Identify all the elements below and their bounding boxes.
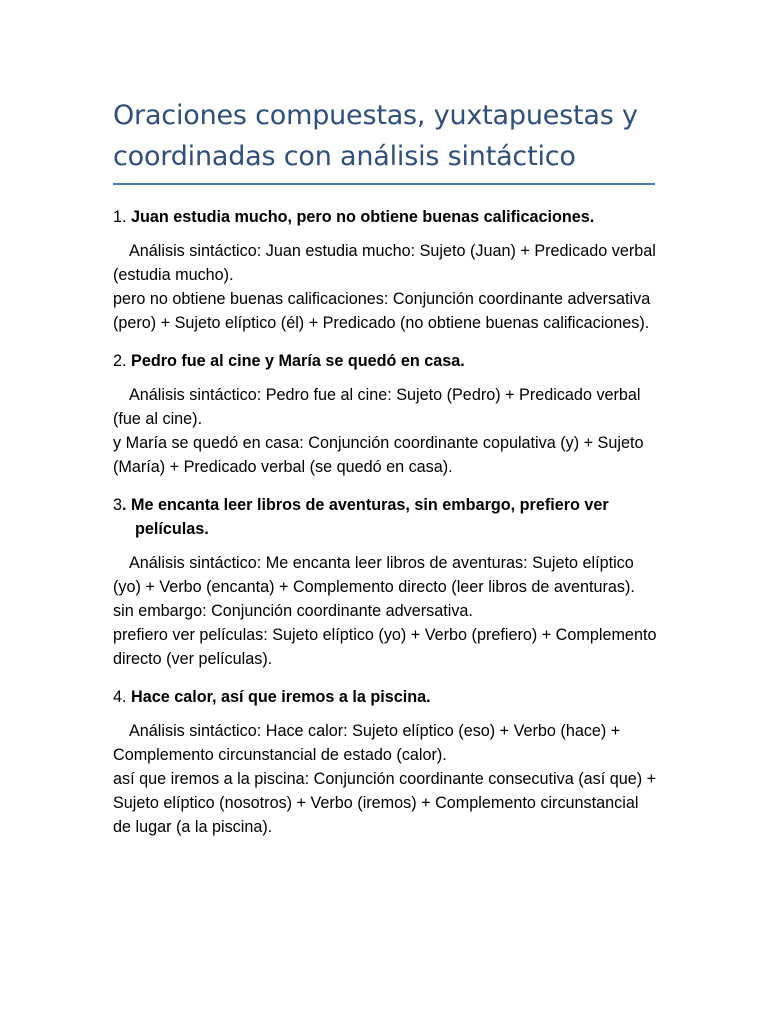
analysis-line: pero no obtiene buenas calificaciones: Conjunción coordinante adversativa (pero) + Sujeto elíptico (él) + Predicado (no obtiene buenas calificaciones). xyxy=(113,290,651,332)
example-sentence: Hace calor, así que iremos a la piscina. xyxy=(131,688,431,706)
document-page xyxy=(113,95,658,853)
analysis-line: y María se quedó en casa: Conjunción coordinante copulativa (y) + Sujeto (María) + Predicado verbal (se quedó en casa). xyxy=(113,434,644,476)
example-item-2 xyxy=(113,349,658,479)
analysis-line: prefiero ver películas: Sujeto elíptico (yo) + Verbo (prefiero) + Complemento directo (ver películas). xyxy=(113,626,657,668)
example-heading xyxy=(113,205,658,229)
example-number: 1. xyxy=(113,208,127,226)
example-item-4 xyxy=(113,685,658,839)
title-underline xyxy=(113,183,655,185)
analysis-line: sin embargo: Conjunción coordinante adversativa. xyxy=(113,602,473,620)
analysis-line: así que iremos a la piscina: Conjunción coordinante consecutiva (así que) + Sujeto elíptico (nosotros) + Verbo (iremos) + Complemento circunstancial de lugar (a la piscina). xyxy=(113,770,657,836)
document-title: Oraciones compuestas, yuxtapuestas y coordinadas con análisis sintáctico xyxy=(113,100,638,172)
example-heading xyxy=(113,493,658,541)
analysis-block xyxy=(113,719,658,839)
example-sentence: . Me encanta leer libros de aventuras, sin embargo, prefiero ver películas. xyxy=(122,496,609,538)
example-sentence: Pedro fue al cine y María se quedó en casa. xyxy=(131,352,465,370)
analysis-line: Análisis sintáctico: Me encanta leer libros de aventuras: Sujeto elíptico (yo) + Verbo (encanta) + Complemento directo (leer libros de aventuras). xyxy=(113,554,635,596)
example-heading xyxy=(113,349,658,373)
example-item-3 xyxy=(113,493,658,671)
example-sentence: Juan estudia mucho, pero no obtiene buenas calificaciones. xyxy=(131,208,595,226)
analysis-block xyxy=(113,383,658,479)
example-number: 4. xyxy=(113,688,127,706)
analysis-block xyxy=(113,551,658,671)
example-number: 2. xyxy=(113,352,127,370)
analysis-line: Análisis sintáctico: Juan estudia mucho: Sujeto (Juan) + Predicado verbal (estudia mucho). xyxy=(113,242,656,284)
example-item-1 xyxy=(113,205,658,335)
analysis-block xyxy=(113,239,658,335)
example-heading xyxy=(113,685,658,709)
example-number: 3 xyxy=(113,496,123,514)
analysis-line: Análisis sintáctico: Pedro fue al cine: Sujeto (Pedro) + Predicado verbal (fue al cine). xyxy=(113,386,641,428)
analysis-line: Análisis sintáctico: Hace calor: Sujeto elíptico (eso) + Verbo (hace) + Complemento circunstancial de estado (calor). xyxy=(113,722,621,764)
